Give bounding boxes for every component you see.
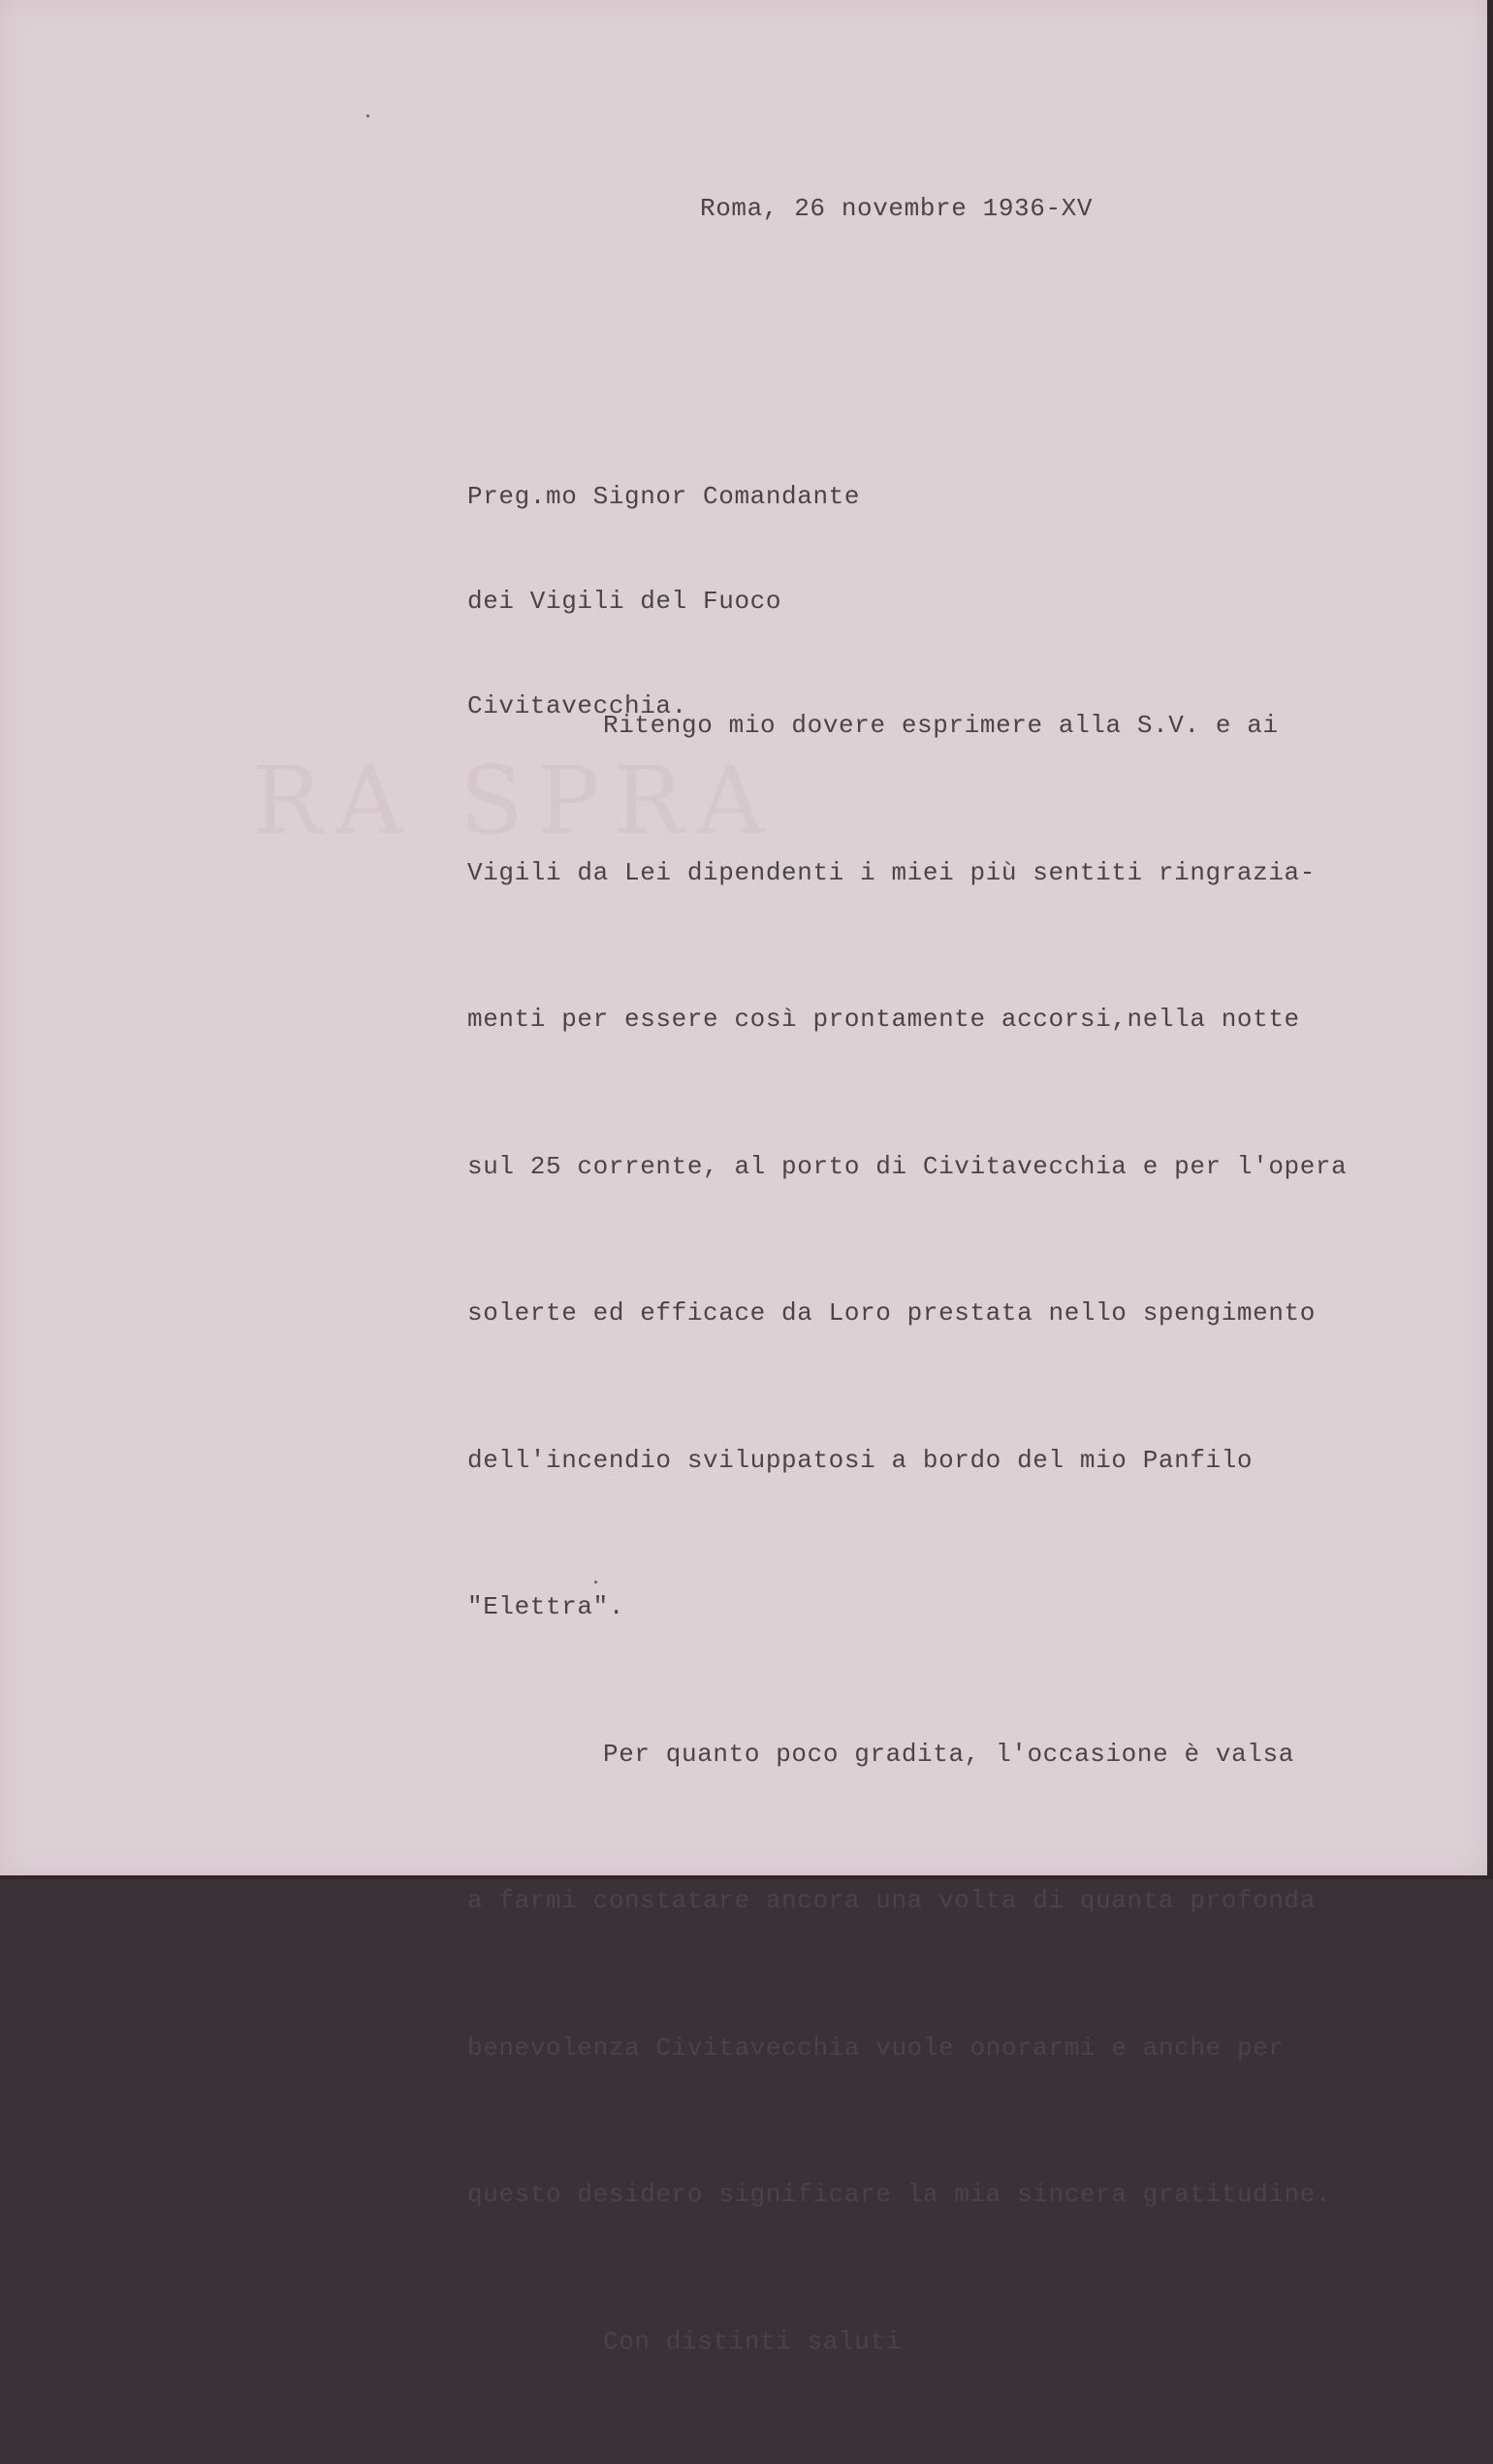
recipient-line: Preg.mo Signor Comandante <box>467 482 861 511</box>
body-line: Vigili da Lei dipendenti i miei più sentiti ringrazia- <box>467 857 1316 887</box>
bleed-through-letterhead: RA SPRA <box>252 747 778 855</box>
body-line: dell'incendio sviluppatosi a bordo del mio Panfilo <box>467 1445 1254 1475</box>
letter-body <box>467 603 1347 2464</box>
body-line: Ritengo mio dovere esprimere alla S.V. e ai <box>603 711 1279 740</box>
paper-speck <box>594 1581 597 1584</box>
paper-speck <box>366 114 369 117</box>
body-line: menti per essere così prontamente accorsi,nella notte <box>467 1005 1300 1034</box>
body-line: sul 25 corrente, al porto di Civitavecchia e per l'opera <box>467 1151 1348 1181</box>
letter-date: Roma, 26 novembre 1936-XV <box>700 194 1094 223</box>
scan-edge-right <box>1487 0 1493 1879</box>
recipient-line: Civitavecchia. <box>467 691 687 720</box>
closing-line: Con distinti saluti <box>603 2326 902 2356</box>
scan-edge-bottom <box>0 1875 1493 1879</box>
body-line: questo desidero significare la mia sincera gratitudine. <box>467 2180 1332 2209</box>
body-line: solerte ed efficace da Loro prestata nello spengimento <box>467 1298 1316 1328</box>
body-line: benevolenza Civitavecchia vuole onorarmi e anche per <box>467 2032 1285 2063</box>
body-line: "Elettra". <box>467 1592 625 1621</box>
body-line: Per quanto poco gradita, l'occasione è valsa <box>603 1739 1294 1769</box>
body-line: a farmi constatare ancora una volta di quanta profonda <box>467 1886 1316 1915</box>
recipient-line: dei Vigili del Fuoco <box>467 587 782 616</box>
